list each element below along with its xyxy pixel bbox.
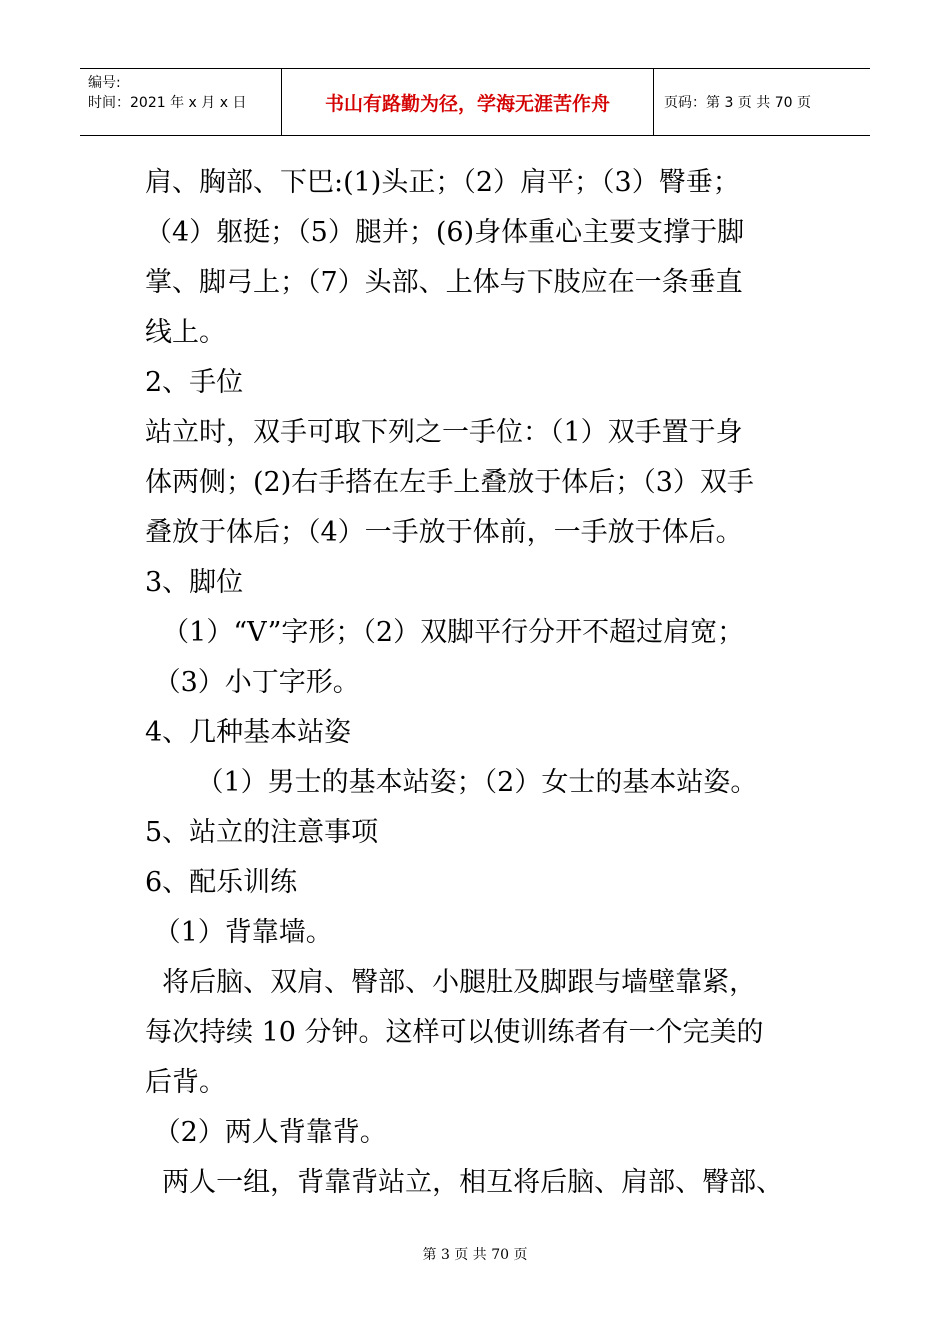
header-page-info: 页码：第 3 页 共 70 页: [664, 95, 811, 111]
body-line: 体两侧；(2)右手搭在左手上叠放于体后；（3）双手: [145, 467, 754, 498]
document-header: [80, 68, 870, 136]
body-line: 线上。: [145, 317, 226, 348]
section-heading: 4、几种基本站姿: [145, 717, 352, 748]
body-line: 叠放于体后；（4）一手放于体前，一手放于体后。: [145, 517, 743, 548]
sub-heading: （1）背靠墙。: [145, 917, 333, 948]
body-line: （3）小丁字形。: [145, 667, 360, 698]
header-motto: 书山有路勤为径，学海无涯苦作舟: [282, 69, 654, 135]
sub-heading: （2）两人背靠背。: [145, 1117, 387, 1148]
section-heading: 3、脚位: [145, 567, 244, 598]
body-line: 将后脑、双肩、臀部、小腿肚及脚跟与墙壁靠紧，: [145, 967, 757, 998]
body-line: （1）男士的基本站姿；（2）女士的基本站姿。: [145, 767, 758, 798]
body-line: 站立时，双手可取下列之一手位：（1）双手置于身: [145, 417, 743, 448]
document-body: [145, 158, 835, 1208]
number-label: 编号:: [88, 75, 121, 91]
body-line: （1）“V”字形；（2）双脚平行分开不超过肩宽；: [145, 617, 745, 648]
date-label: 时间：2021 年 x 月 x 日: [88, 95, 247, 111]
body-line: （4）躯挺；（5）腿并；(6)身体重心主要支撑于脚: [145, 217, 745, 248]
section-heading: 5、站立的注意事项: [145, 817, 379, 848]
body-line: 掌、脚弓上；（7）头部、上体与下肢应在一条垂直: [145, 267, 743, 298]
page-footer: 第 3 页 共 70 页: [422, 1247, 528, 1263]
section-heading: 2、手位: [145, 367, 244, 398]
body-line: 肩、胸部、下巴:(1)头正；（2）肩平；（3）臀垂；: [145, 167, 740, 198]
body-line: 每次持续 10 分钟。这样可以使训练者有一个完美的: [145, 1017, 764, 1048]
header-meta: [80, 69, 282, 135]
body-line: 两人一组，背靠背站立，相互将后脑、肩部、臀部、: [145, 1167, 784, 1198]
section-heading: 6、配乐训练: [145, 867, 298, 898]
body-line: 后背。: [145, 1067, 226, 1098]
